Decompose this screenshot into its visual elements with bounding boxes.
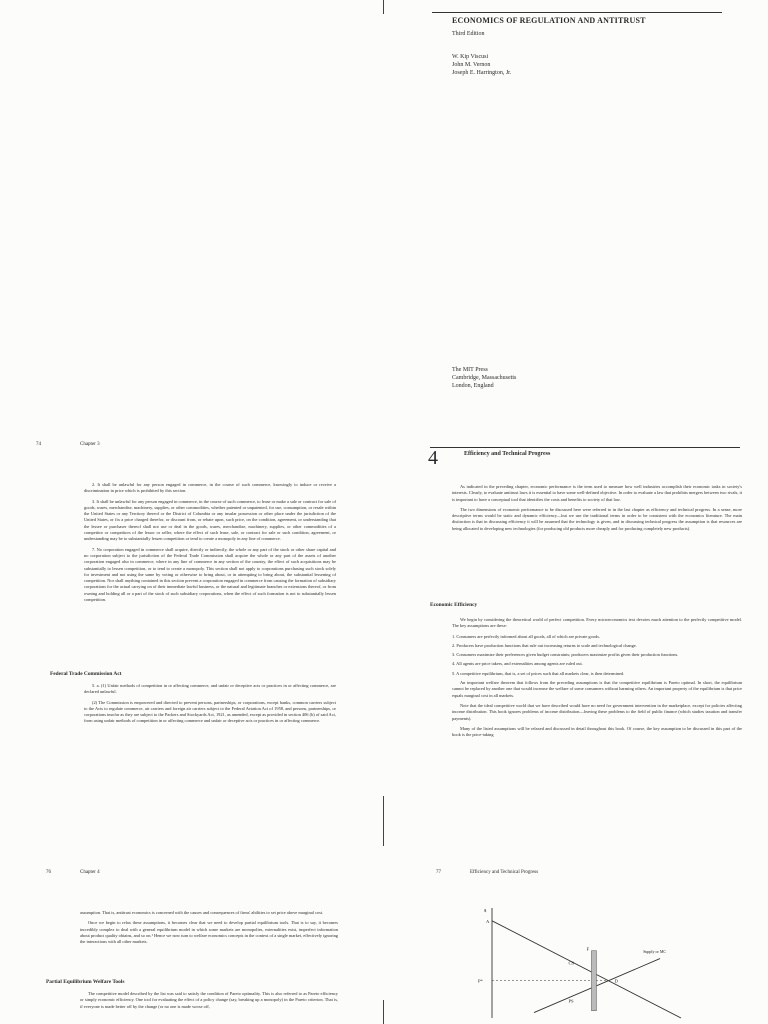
chart-label: CS [568, 960, 575, 966]
author-list [452, 53, 511, 77]
section-heading: Partial Equilibrium Welfare Tools [46, 979, 125, 985]
ftc-paragraph: (2) The Commission is empowered and directed to prevent persons, partnerships, or corporations, except banks, common carriers subject to the Acts to regulate commerce, air carriers and foreign air carriers subject to the Federal Aviation Act of 1958, and persons, partnerships, or corporations insofar as they are subject to the Packers and Stockyards Act, 1921, as amended, except as provided in section 406 (b) of said Act, from using unfair methods of competition in or affecting commerce and unfair or deceptive acts or practices in or affecting commerce. [84, 699, 336, 724]
assumption-item: 2. Producers have production functions that rule out increasing returns to scale and technological change. [452, 642, 637, 648]
statute-text [84, 482, 336, 607]
author-name: John M. Vernon [452, 62, 491, 68]
chapter-title: Efficiency and Technical Progress [464, 451, 551, 457]
running-head: Efficiency and Technical Progress [470, 870, 539, 875]
ftc-text [84, 683, 336, 729]
page-number: 76 [46, 870, 51, 875]
page-76-body [80, 910, 338, 949]
blank-page [0, 0, 384, 436]
shaded-strip [591, 951, 596, 1011]
body-paragraph: Note that the ideal competitive world that we have described would have no need for government intervention in the marketplace, except for policies affecting income distribution. This book ignores problems of income distribution—leaving these problems to the field of public finance (which studies taxation and transfer payments). [452, 702, 742, 721]
demand-curve [492, 921, 681, 1018]
intro-paragraph: The two dimensions of economic performance to be discussed here were referred to in the last chapter as efficiency and technical progress. In a sense, more descriptive terms would be static and dynamic efficiency—but we use the traditional terms in order to be consistent with the economics literature. The main distinction is that in discussing efficiency it will be assumed that the technology is given, and in discussing technical progress the assumption is that resources are being allocated to developing new technologies (for producing old products more cheaply and for producing completely new products). [452, 506, 742, 531]
publisher-city: Cambridge, Massachusetts [452, 375, 517, 381]
publisher-name: The MIT Press [452, 367, 488, 373]
statute-paragraph: 2. It shall be unlawful for any person engaged in commerce, in the course of such commerce, knowingly to induce or receive a discrimination in price which is prohibited by this section. [84, 482, 336, 494]
body-paragraph: assumption. That is, antitrust economics is concerned with the causes and consequences of firms' abilities to set price above marginal cost. [80, 910, 324, 915]
ftc-paragraph: 5. a. (1) Unfair methods of competition in or affecting commerce, and unfair or deceptive acts or practices in or affecting commerce, are declared unlawful. [84, 683, 336, 695]
section-heading: Federal Trade Commission Act [50, 671, 122, 677]
chart-label: F [586, 946, 590, 952]
author-name: W. Kip Viscusi [452, 54, 489, 60]
body-paragraph: An important welfare theorem that follows from the preceding assumptions is that the competitive equilibrium is Pareto optimal. In short, the equilibrium cannot be replaced by another one that would increase the welfare of some consumers without harming others. An important property of the equilibrium is that price equals marginal cost in all markets. [452, 680, 742, 698]
author-name: Joseph E. Harrington, Jr. [452, 70, 512, 76]
chapter-intro [452, 484, 742, 536]
page-77 [384, 860, 768, 1024]
statute-paragraph: 7. No corporation engaged in commerce shall acquire, directly or indirectly, the whole or any part of the stock or other share capital and no corporation subject to the jurisdiction of the Federal Trade Commission shall acquire the whole or any part of the assets of another corporation engaged also in commerce, where in any line of commerce in any section of the country, the effect of such acquisitions may be substantially to lessen competition, or to tend to create a monopoly. This section shall not apply to corporations purchasing such stock solely for investment and not using the same by voting or otherwise to bring about, or in attempting to bring about, the substantial lessening of competition. Nor shall anything contained in this section prevent a corporation engaged in commerce from causing the formation of subsidiary corporations for the actual carrying on of their immediate lawful business, or the natural and legitimate branches or extensions thereof, or from owning and holding all or a part of the stock of such subsidiary corporations, when the effect of such formation is not to substantially lessen competition. [84, 546, 336, 603]
running-head: Chapter 3 [80, 442, 100, 447]
welfare-chart [464, 906, 714, 1024]
assumption-item: 4. All agents are price takers, and externalities among agents are ruled out. [452, 661, 583, 667]
chart-label: A [486, 918, 490, 924]
page-76-section [80, 991, 338, 1014]
publisher-block [452, 366, 516, 390]
chapter-number: 4 [428, 447, 438, 469]
body-paragraph: Many of the listed assumptions will be relaxed and discussed in detail throughout this book. Of course, the key assumption to be discussed in this part of the book is the price-taking [452, 725, 742, 738]
publisher-city: London, England [452, 383, 494, 389]
page-number: 77 [436, 870, 441, 875]
intro-paragraph: As indicated in the preceding chapter, economic performance is the term used to measure how well industries accomplish their economic tasks in society's interests. Clearly, to evaluate antitrust laws it is essential to have some well-defined objective. In order to evaluate a law that prohibits mergers between two rivals, it is important to have a conceptual tool that identifies the costs and benefits to society of that law. [452, 484, 742, 502]
page-74 [0, 436, 384, 860]
body-paragraph: Once we begin to relax these assumptions, it becomes clear that we need to develop partial equilibrium tools. That is to say, it becomes incredibly complex to deal with a general equilibrium model in which some markets are monopolies, externalities exist, imperfect information about product quality obtains, and so on.¹ Hence we now turn to welfare economics concepts in the context of a single market, effectively ignoring the interactions with all other markets. [80, 920, 338, 945]
edition-label: Third Edition [452, 31, 485, 37]
chart-label: P* [478, 978, 483, 984]
title-page [384, 0, 768, 436]
section-body [452, 617, 742, 742]
chart-label: Supply or MC [643, 949, 667, 955]
title-rule [432, 12, 722, 13]
body-paragraph: The competitive model described by the list was said to satisfy the condition of Pareto optimality. This is also referred to as Pareto efficiency or simply economic efficiency. One tool for evaluating the effect of a policy change (say, breaking up a monopoly) in the Pareto criterion. That is, if everyone is made better off by the change (or no one is made worse off, [80, 991, 338, 1009]
section-intro: We begin by considering the theoretical world of perfect competition. Every microeconomics text devotes much attention to the perfectly competitive model. The key assumptions are these: [452, 617, 742, 629]
statute-paragraph: 3. It shall be unlawful for any person engaged in commerce, in the course of such commerce, to lease or make a sale or contract for sale of goods, wares, merchandise, machinery, supplies, or other commodities, whether patented or unpatented, for use, consumption, or resale within the United States or any Territory thereof or the District of Columbia or any insular possession or other place under the jurisdiction of the United States, or fix a price charged therefor, or discount from, or rebate upon, such price, on the condition, agreement, or understanding that the lessee or purchaser thereof shall not use or deal in the goods, wares, merchandise, machinery, supplies, or other commodities of a competitor or competitors of the lessor or seller, where the effect of such lease, sale, or contract for sale or such condition, agreement, or understanding may be to substantially lessen competition or tend to create a monopoly in any line of commerce. [84, 498, 336, 542]
page-number: 74 [36, 442, 41, 447]
section-heading: Economic Efficiency [430, 602, 478, 608]
assumption-item: 1. Consumers are perfectly informed about all goods, all of which are private goods. [452, 633, 601, 639]
assumption-item: 5. A competitive equilibrium, that is, a set of prices such that all markets clear, is then determined. [452, 670, 625, 676]
assumption-item: 3. Consumers maximize their preferences given budget constraints; producers maximize profits given their production functions. [452, 652, 679, 658]
chart-label: PS [568, 998, 574, 1004]
chart-label: D [614, 978, 618, 984]
page-76 [0, 860, 384, 1024]
chapter-rule [430, 447, 740, 448]
chart-label: $ [484, 908, 487, 913]
supply-curve [534, 959, 660, 1013]
page-75 [384, 436, 768, 860]
running-head: Chapter 4 [80, 870, 100, 875]
book-title: ECONOMICS OF REGULATION AND ANTITRUST [452, 16, 646, 25]
